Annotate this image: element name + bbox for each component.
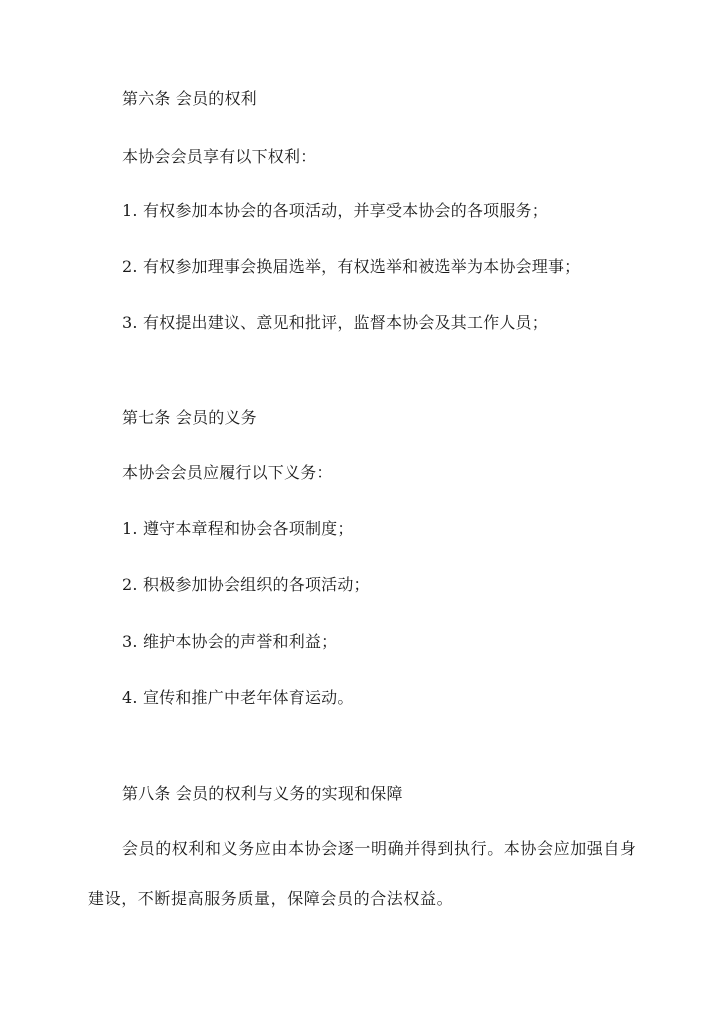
section6-heading: 第六条 会员的权利 [122,89,257,108]
section7-item-1: 1. 遵守本章程和协会各项制度； [122,519,354,538]
section7-item-2: 2. 积极参加协会组织的各项活动； [122,575,370,594]
section6-intro: 本协会会员享有以下权利： [122,147,317,166]
section7-item-3: 3. 维护本协会的声誉和利益； [122,632,338,651]
section6-item-1: 1. 有权参加本协会的各项活动，并享受本协会的各项服务； [122,201,548,220]
section6-item-2: 2. 有权参加理事会换届选举，有权选举和被选举为本协会理事； [122,257,581,276]
section7-item-4: 4. 宣传和推广中老年体育运动。 [122,688,354,707]
section8-heading: 第八条 会员的权利与义务的实现和保障 [122,784,403,803]
section6-item-3: 3. 有权提出建议、意见和批评，监督本协会及其工作人员； [122,313,548,332]
section7-intro: 本协会会员应履行以下义务： [122,463,333,482]
section7-heading: 第七条 会员的义务 [122,408,257,427]
section8-body: 会员的权利和义务应由本协会逐一明确并得到执行。本协会应加强自身建设，不断提高服务质量，保障会员的合法权益。 [88,839,637,908]
